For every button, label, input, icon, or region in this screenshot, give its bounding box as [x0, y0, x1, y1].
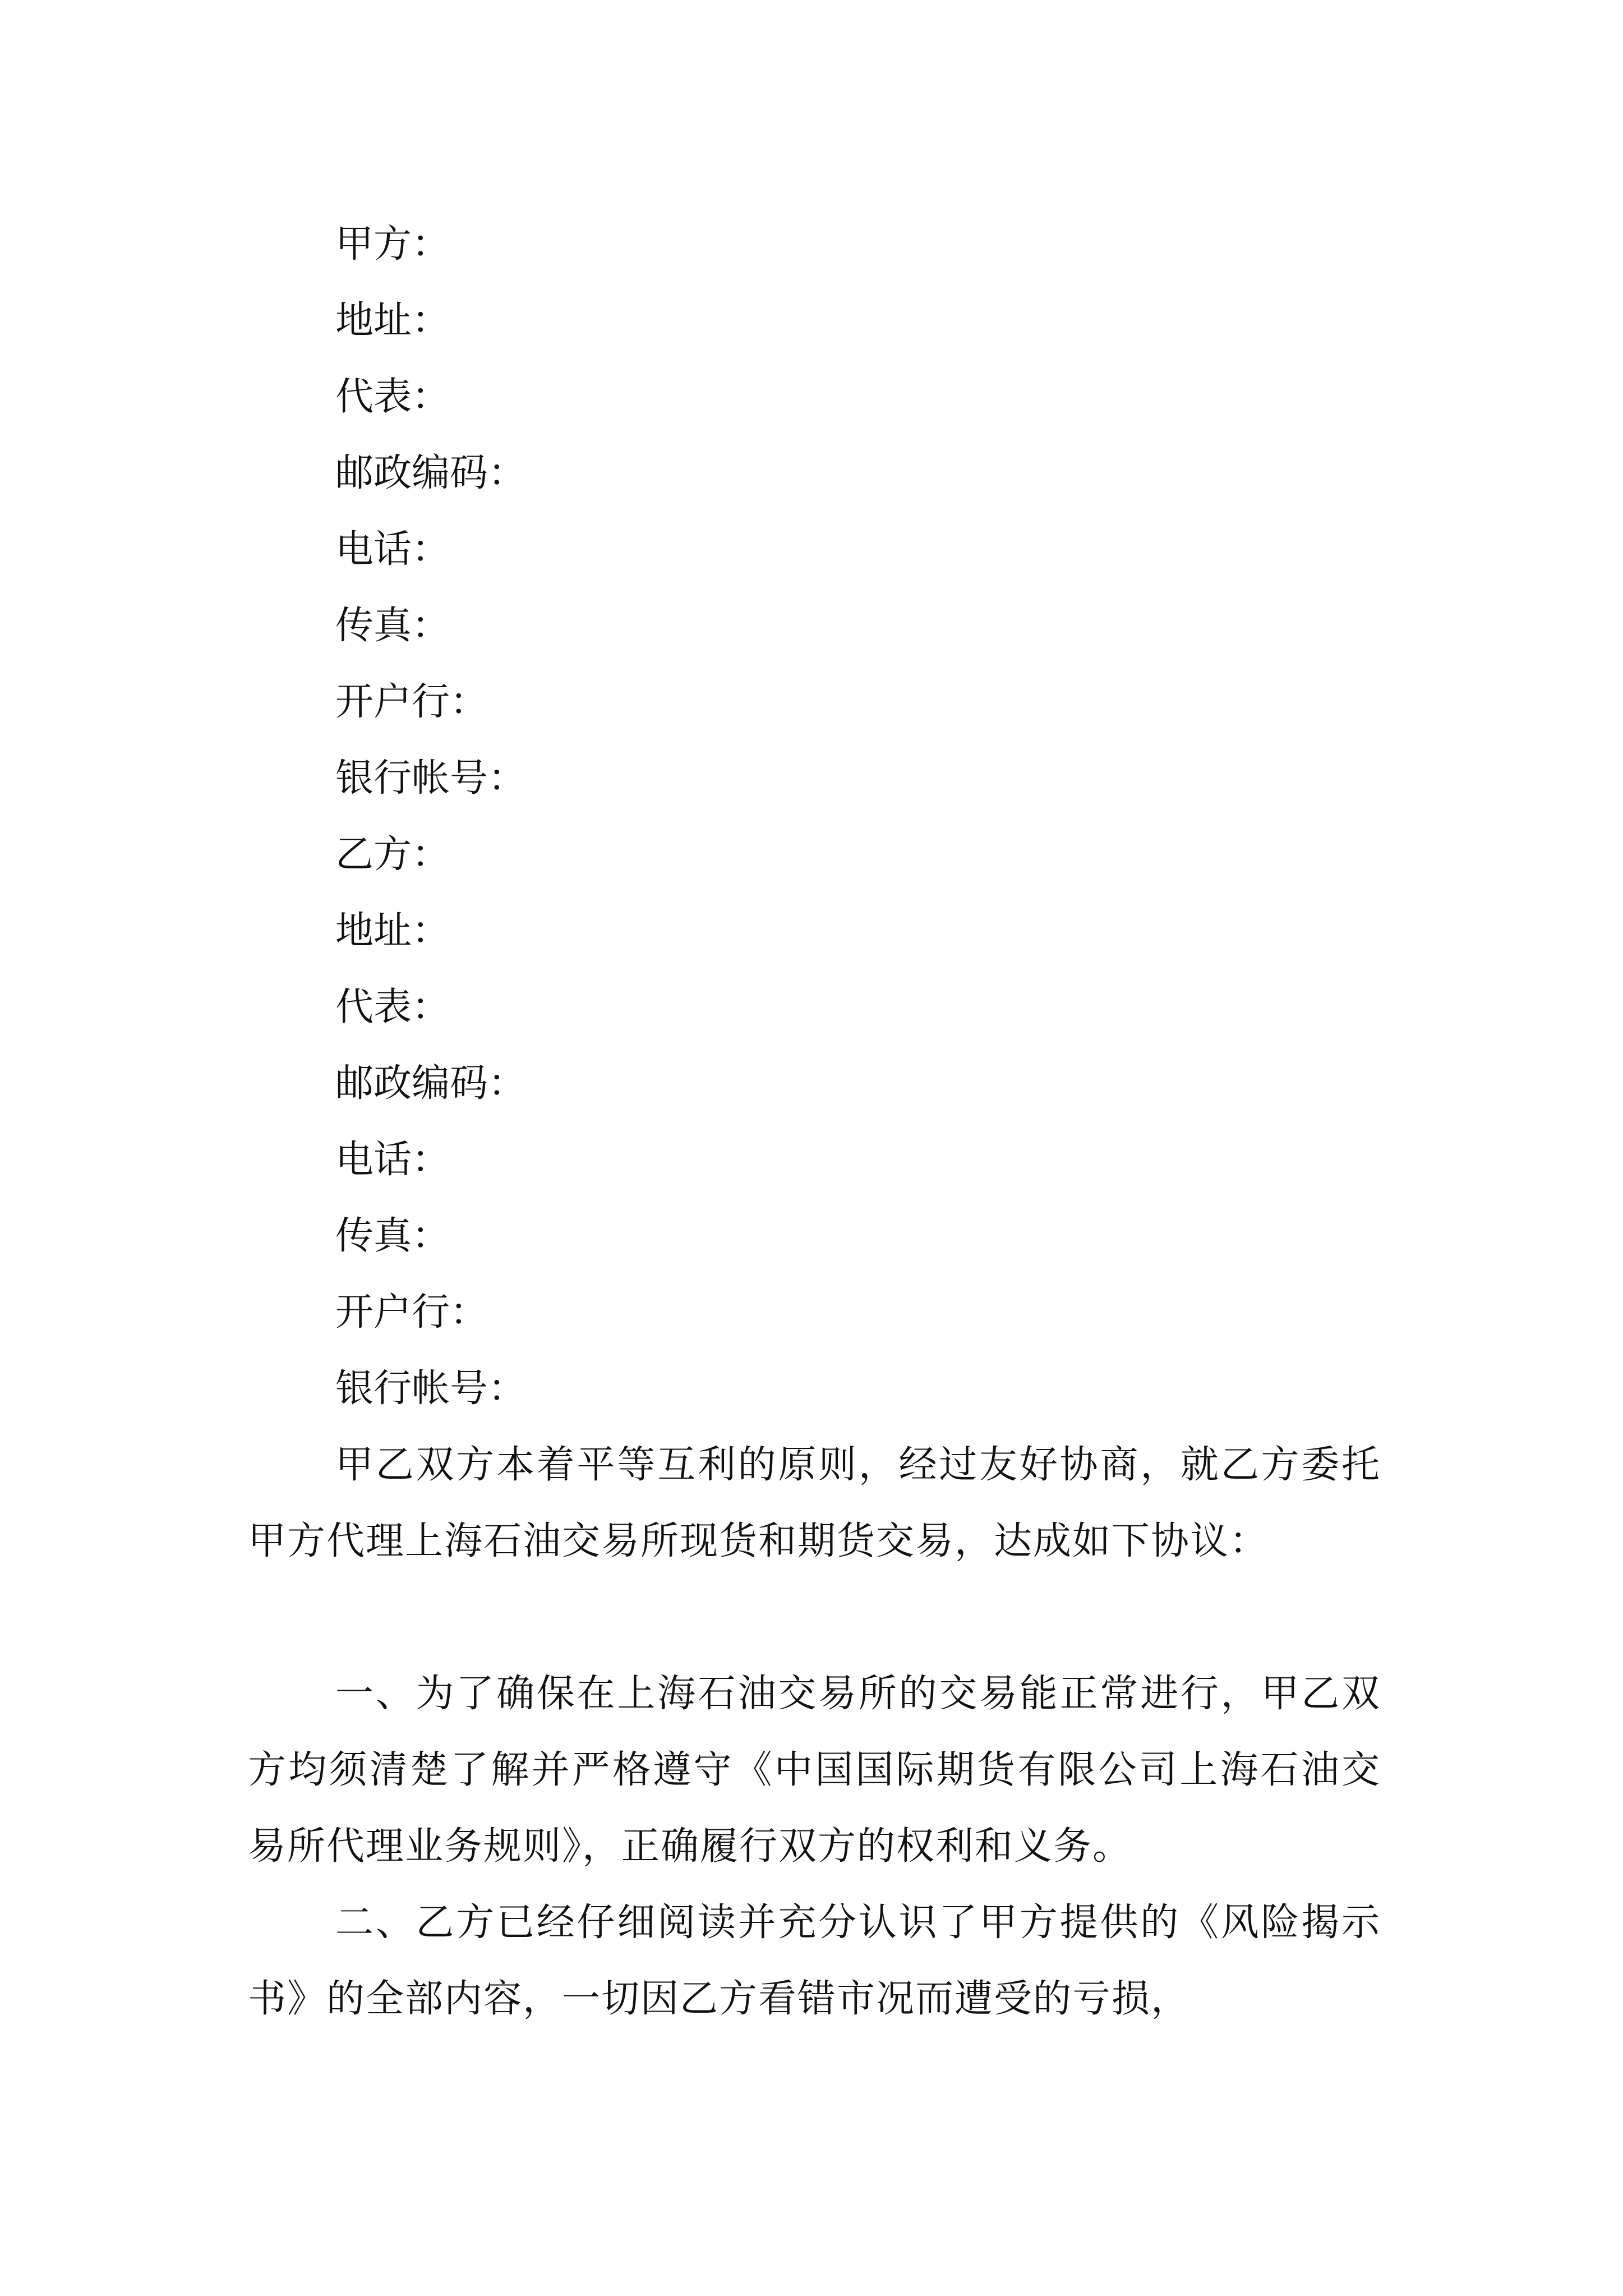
party-b-address-label: 地址： — [335, 909, 450, 953]
preamble-paragraph: 甲乙双方本着平等互利的原则，经过友好协商，就乙方委托甲方代理上海石油交易所现货和期货交易，达成如下协议： — [248, 1443, 1381, 1563]
party-a-address-label: 地址： — [335, 298, 450, 343]
party-a-representative-label: 代表： — [335, 375, 450, 419]
party-b-fax-label: 传真： — [335, 1214, 450, 1258]
clause-1-paragraph: 一、为了确保在上海石油交易所的交易能正常进行，甲乙双方均须清楚了解并严格遵守《中国国际期货有限公司上海石油交易所代理业务规则》，正确履行双方的权利和义务。 — [248, 1672, 1381, 1869]
party-b-representative-label: 代表： — [335, 985, 450, 1029]
party-a-bank-label: 开户行： — [335, 680, 488, 724]
party-b-account-label: 银行帐号： — [335, 1366, 527, 1411]
party-b-phone-label: 电话： — [335, 1138, 450, 1182]
party-a-account-label: 银行帐号： — [335, 756, 527, 800]
clause-2-paragraph: 二、乙方已经仔细阅读并充分认识了甲方提供的《风险揭示书》的全部内容，一切因乙方看错市况而遭受的亏损， — [248, 1901, 1381, 2021]
party-b-name-label: 乙方： — [335, 832, 450, 877]
party-a-postal-code-label: 邮政编码： — [335, 451, 527, 495]
party-b-bank-label: 开户行： — [335, 1290, 488, 1335]
party-b-postal-code-label: 邮政编码： — [335, 1061, 527, 1106]
party-a-name-label: 甲方： — [335, 222, 450, 266]
party-a-fax-label: 传真： — [335, 604, 450, 648]
party-a-phone-label: 电话： — [335, 527, 450, 572]
